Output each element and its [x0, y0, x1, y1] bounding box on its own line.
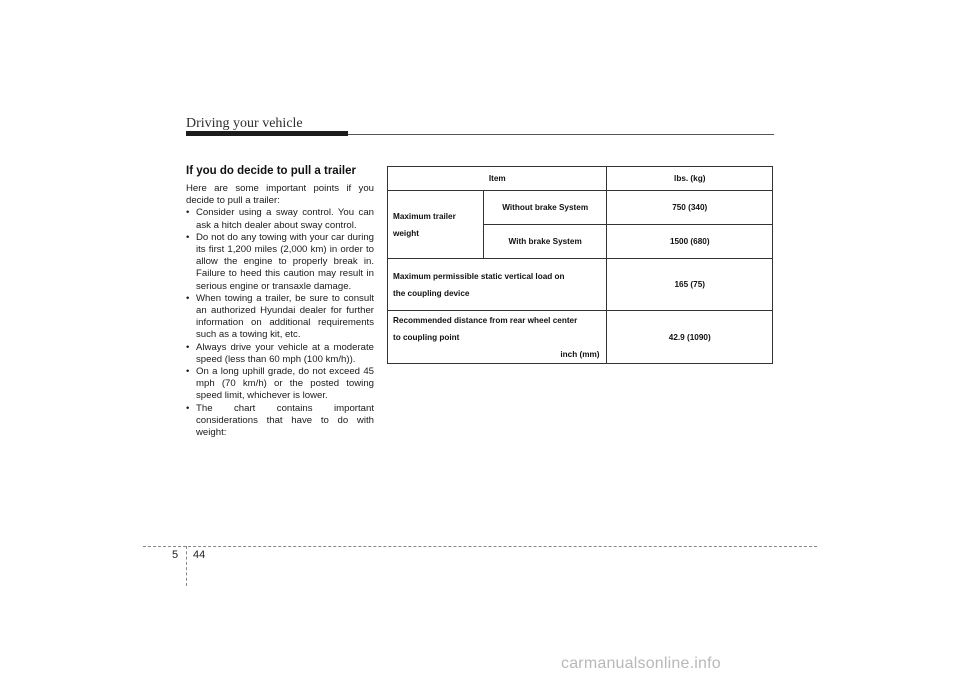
header-value: lbs. (kg)	[607, 167, 773, 191]
section-intro: Here are some important points if you decide to pull a trailer:	[186, 183, 374, 207]
watermark: carmanualsonline.info	[561, 655, 721, 672]
label-line: to coupling point	[393, 332, 460, 342]
header-bar	[186, 131, 348, 136]
label-line: Maximum permissible static vertical load on	[393, 271, 565, 281]
header-rule	[348, 134, 774, 135]
tip-item: • On a long uphill grade, do not exceed 45 mph (70 km/h) or the posted towing speed limit, whichever is lower.	[186, 366, 374, 403]
page-number: 44	[193, 549, 206, 561]
with-brake-label: With brake System	[483, 225, 607, 259]
without-brake-value: 750 (340)	[607, 191, 773, 225]
tip-item: • When towing a trailer, be sure to consult an authorized Hyundai dealer for further information on additional requirements such as a towing kit, etc.	[186, 293, 374, 342]
table-row	[388, 191, 773, 225]
footer-rule	[143, 546, 817, 547]
static-load-label	[388, 259, 607, 311]
distance-unit: inch (mm)	[560, 349, 600, 359]
distance-label	[388, 311, 607, 364]
label-line: Maximum trailer	[393, 211, 456, 221]
with-brake-value: 1500 (680)	[607, 225, 773, 259]
trailer-weight-table	[387, 166, 773, 364]
table-header-row	[388, 167, 773, 191]
without-brake-label: Without brake System	[483, 191, 607, 225]
tip-item: • Consider using a sway control. You can ask a hitch dealer about sway control.	[186, 207, 374, 231]
label-line: the coupling device	[393, 288, 470, 298]
section-heading: If you do decide to pull a trailer	[186, 165, 356, 177]
tip-item: • The chart contains important considerations that have to do with weight:	[186, 403, 374, 440]
tips-list	[186, 207, 374, 439]
tip-item: • Do not do any towing with your car during its first 1,200 miles (2,000 km) in order to allow the engine to properly break in. Failure to heed this caution may result in serious engine or transaxle damage.	[186, 232, 374, 293]
max-trailer-weight-label	[388, 191, 484, 259]
static-load-value: 165 (75)	[607, 259, 773, 311]
trailer-tips-section	[186, 165, 374, 439]
page-header-title: Driving your vehicle	[186, 116, 303, 131]
tip-item: • Always drive your vehicle at a moderate speed (less than 60 mph (100 km/h)).	[186, 342, 374, 366]
distance-value: 42.9 (1090)	[607, 311, 773, 364]
section-number: 5	[172, 549, 179, 561]
label-line: weight	[393, 228, 419, 238]
header-item: Item	[388, 167, 607, 191]
table-row	[388, 311, 773, 364]
label-line: Recommended distance from rear wheel center	[393, 315, 578, 325]
footer-divider	[186, 546, 187, 586]
table-row	[388, 259, 773, 311]
